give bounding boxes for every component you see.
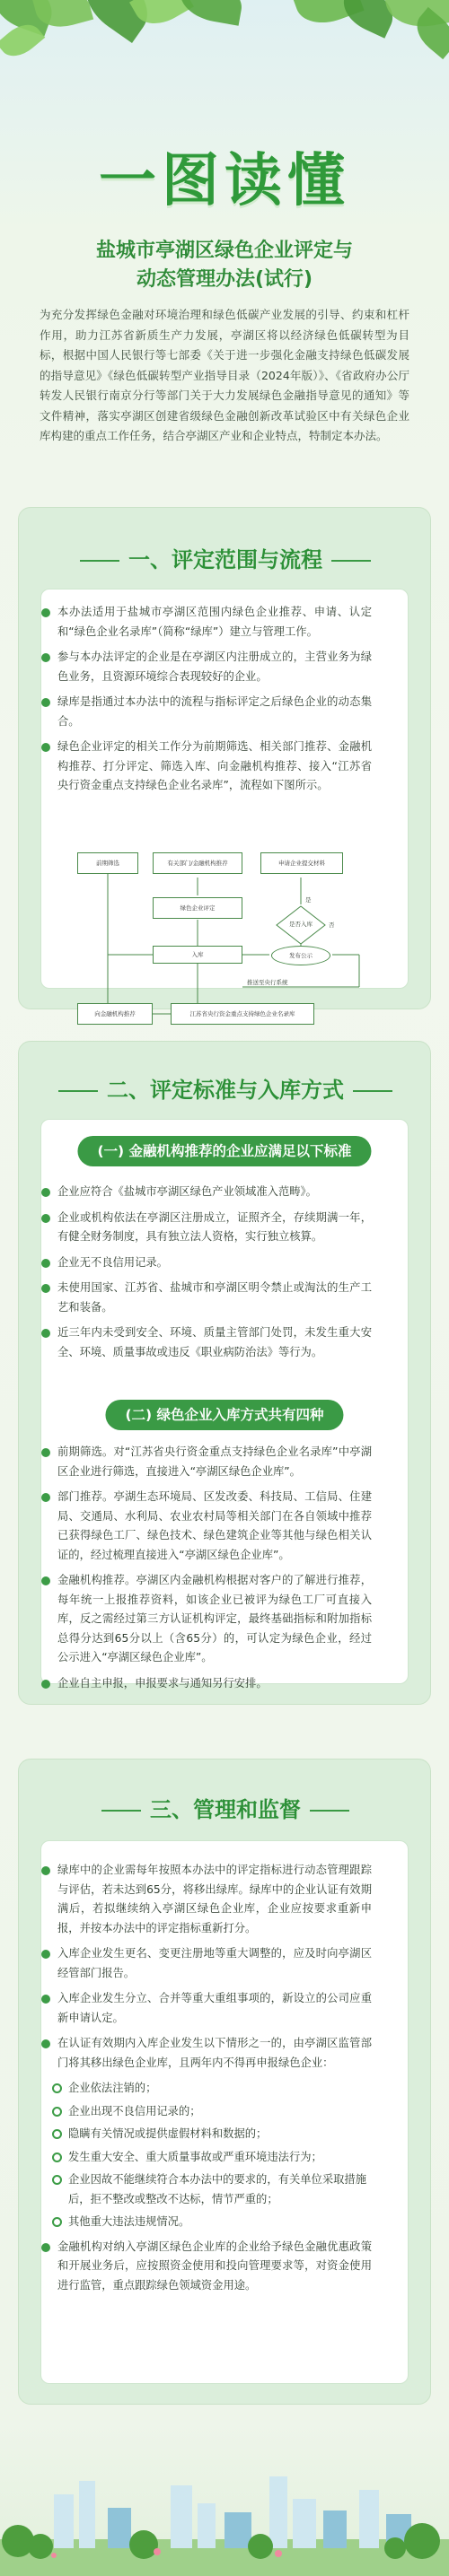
flow-node: 前期筛选 <box>77 852 138 874</box>
list-item: 本办法适用于盐城市亭湖区范围内绿色企业推荐、申请、认定和“绿色企业名录库”（简称“绿库”）建立与管理工作。 <box>41 603 372 642</box>
list-item: 绿色企业评定的相关工作分为前期筛选、相关部门推荐、金融机构推荐、打分评定、筛选入库、向金融机构推荐、接入“江苏省央行资金重点支持绿色企业名录库”，流程如下图所示。 <box>41 738 372 796</box>
sub-list-item: 发生重大安全、重大质量事故或严重环境违法行为； <box>50 2148 372 2168</box>
city-skyline-illustration <box>0 2458 449 2576</box>
list-item: 近三年内未受到安全、环境、质量主管部门处罚，未发生重大安全、环境、质量事故或违反《职业病防治法》等行为。 <box>41 1323 372 1362</box>
list-item: 入库企业发生更名、变更注册地等重大调整的，应及时向亭湖区经管部门报告。 <box>41 1944 372 1983</box>
list-item: 部门推荐。亭湖生态环境局、区发改委、科技局、工信局、住建局、交通局、水利局、农业农村局等相关部门在各自领域中推荐已获得绿色工厂、绿色技术、绿色建筑企业等其他与绿色相关认证的，经过梳理直接进入“亭湖区绿色企业库”。 <box>41 1488 372 1565</box>
sub-list <box>41 2079 372 2232</box>
list-item: 金融机构推荐。亭湖区内金融机构根据对客户的了解进行推荐，每年统一上报推荐资料，如该企业已被评为绿色工厂可直接入库，反之需经过第三方认证机构评定，最终基础指标和附加指标总得分达到65分以上（含65分）的，可认定为绿色企业，经过公示进入“亭湖区绿色企业库”。 <box>41 1571 372 1668</box>
flow-node: 绿色企业评定 <box>153 897 242 919</box>
flow-label: 推送至央行系统 <box>247 979 288 986</box>
intro-paragraph: 为充分发挥绿色金融对环境治理和绿色低碳产业发展的引导、约束和杠杆作用，助力江苏省新质生产力发展，亭湖区将以经济绿色低碳转型为目标，根据中国人民银行等七部委《关于进一步强化金融支持绿色低碳发展的指导意见》《绿色低碳转型产业指导目录（2024年版）》、《省政府办公厅转发人民银行南京分行等部门关于大力发展绿色金融指导意见的通知》等文件精神，落实亭湖区创建省级绿色金融创新改革试验区中有关绿色企业库构建的重点工作任务，结合亭湖区产业和企业特点，特制定本办法。 <box>40 308 409 442</box>
subtitle-line-2: 动态管理办法(试行) <box>136 268 313 291</box>
process-flow-diagram <box>63 834 386 1034</box>
list-item: 企业无不良信用记录。 <box>41 1253 372 1273</box>
list-item: 参与本办法评定的企业是在亭湖区内注册成立的，主营业务为绿色业务，且资源环境综合表现较好的企业。 <box>41 648 372 686</box>
list-item: 企业应符合《盐城市亭湖区绿色产业领域准入范畴》。 <box>41 1183 372 1202</box>
section-2-list-2 <box>41 1443 372 1699</box>
flow-decision: 是否入库 <box>289 921 313 928</box>
list-item: 企业自主申报，申报要求与通知另行安排。 <box>41 1674 372 1694</box>
section-3-title: 三、管理和监督 <box>19 1792 432 1823</box>
sub-list-item: 企业因故不能继续符合本办法中的要求的，有关单位采取措施后，拒不整改或整改不达标，情节严重的； <box>50 2170 372 2209</box>
sub-list-item: 企业出现不良信用记录的； <box>50 2102 372 2122</box>
list-item: 绿库是指通过本办法中的流程与指标评定之后绿色企业的动态集合。 <box>41 693 372 731</box>
subtitle-line-1: 盐城市亭湖区绿色企业评定与 <box>95 240 353 262</box>
section-1-list <box>41 603 372 802</box>
sub-list-item: 企业依法注销的； <box>50 2079 372 2099</box>
list-item: 前期筛选。对“江苏省央行资金重点支持绿色企业名录库”中亭湖区企业进行筛选，直接进入“亭湖区绿色企业库”。 <box>41 1443 372 1481</box>
list-item: 绿库中的企业需每年按照本办法中的评定指标进行动态管理跟踪与评估，若未达到65分，将移出绿库。绿库中的企业认证有效期满后，若拟继续纳入亭湖区绿色企业库，企业应按要求重新申报，并按本办法中的评定指标重新打分。 <box>41 1861 372 1938</box>
flow-no: 否 <box>329 921 335 929</box>
criteria-pill: (一) 金融机构推荐的企业应满足以下标准 <box>77 1136 371 1166</box>
flow-node: 有关部门/金融机构推荐 <box>153 852 242 874</box>
section-2-title: 二、评定标准与入库方式 <box>19 1072 432 1104</box>
list-item: 未使用国家、江苏省、盐城市和亭湖区明令禁止或淘汰的生产工艺和装备。 <box>41 1279 372 1317</box>
flow-node: 申请企业提交材料 <box>260 852 343 874</box>
list-item: 企业或机构依法在亭湖区注册成立，证照齐全，存续期满一年，有健全财务制度，具有独立法人资格，实行独立核算。 <box>41 1209 372 1247</box>
flow-node: 发布公示 <box>271 946 330 965</box>
list-item: 金融机构对纳入亭湖区绿色企业库的企业给予绿色金融优惠政策和开展业务后，应按照资金使用和投向管理要求等，对资金使用进行监管，重点跟踪绿色领域资金用途。 <box>41 2238 372 2296</box>
entry-methods-pill: (二) 绿色企业入库方式共有四种 <box>105 1400 343 1430</box>
list-item: 在认证有效期内入库企业发生以下情形之一的，由亭湖区监管部门将其移出绿色企业库，且两年内不得再申报绿色企业： <box>41 2034 372 2073</box>
section-2-list-1 <box>41 1183 372 1368</box>
flow-node: 江苏省央行资金重点支持绿色企业名录库 <box>171 1003 314 1025</box>
list-item: 入库企业发生分立、合并等重大重组事项的，新设立的公司应重新申请认定。 <box>41 1989 372 2028</box>
hero <box>0 135 449 294</box>
section-1-title: 一、评定范围与流程 <box>19 542 432 573</box>
subtitle <box>0 237 449 294</box>
sub-list-item: 隐瞒有关情况或提供虚假材料和数据的； <box>50 2125 372 2144</box>
flow-node: 向金融机构推荐 <box>77 1003 153 1025</box>
sub-list-item: 其他重大违法违规情况。 <box>50 2213 372 2232</box>
big-title: 一图读懂 <box>99 147 350 214</box>
flow-node: 入库 <box>153 946 242 964</box>
section-3-list <box>41 1861 372 2301</box>
foliage-decoration <box>0 0 449 108</box>
flow-yes: 是 <box>305 896 312 904</box>
